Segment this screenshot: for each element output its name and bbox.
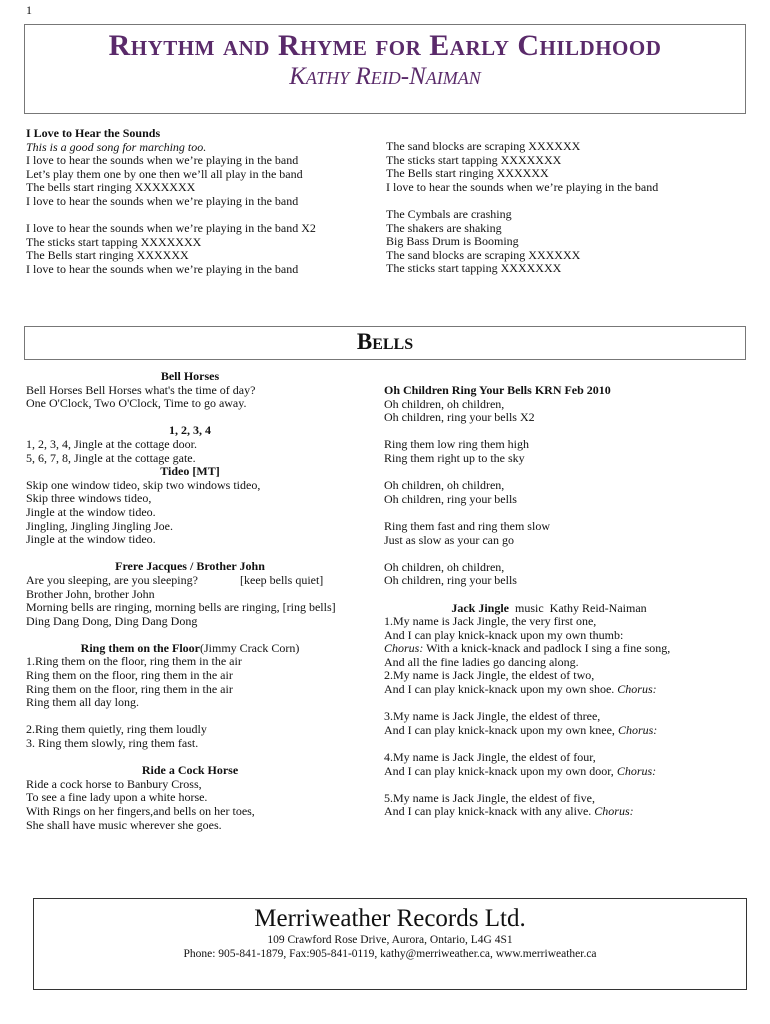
lyric-line: 2.Ring them quietly, ring them loudly [26, 722, 207, 737]
lyric-line [384, 466, 714, 480]
spacer [384, 697, 714, 711]
chorus-label: Chorus: [616, 763, 657, 778]
lyric-line: Jingle at the window tideo. [26, 504, 156, 519]
lyric-line [26, 710, 354, 724]
song1-right-column [386, 140, 658, 276]
title-box [24, 24, 746, 114]
lyric-text: And I can play knick-knack upon my own knee, [384, 722, 618, 737]
lyric-line: Oh children, ring your bells X2 [384, 410, 535, 425]
lyric-line: Morning bells are ringing, morning bells are ringing, [ring bells] [26, 600, 336, 615]
lyric-line: The sand blocks are scraping XXXXXX [386, 247, 581, 262]
lyric-line: Ding Dang Dong, Ding Dang Dong [26, 613, 198, 628]
lyric-line: Ring them all day long. [26, 695, 139, 710]
lyric-line: 2.My name is Jack Jingle, the eldest of two, [384, 668, 595, 683]
lyric-text: And I can play knick-knack upon my own door, [384, 763, 617, 778]
bells-section-header [24, 326, 746, 360]
lyric-line [384, 547, 714, 561]
page-number: 1 [26, 3, 32, 17]
lyric-line: 5.My name is Jack Jingle, the eldest of five, [384, 790, 595, 805]
lyric-line: And all the fine ladies go dancing along. [384, 654, 579, 669]
lyric-line: Ring them fast and ring them slow [384, 518, 550, 533]
lyric-line: I love to hear the sounds when we’re playing in the band [26, 193, 299, 208]
lyric-line [384, 805, 714, 819]
lyric-line: Ride a cock horse to Banbury Cross, [26, 776, 202, 791]
spacer [384, 588, 714, 602]
lyric-line: I love to hear the sounds when we’re playing in the band X2 [26, 221, 316, 236]
lyric-line: I love to hear the sounds when we’re playing in the band [26, 261, 299, 276]
lyric-line: The bells start ringing XXXXXXX [26, 180, 196, 195]
lyric-line [384, 724, 714, 738]
song-credit: music Kathy Reid-Naiman [509, 600, 647, 615]
lyric-line [26, 209, 316, 223]
lyric-line: Skip three windows tideo, [26, 491, 152, 506]
lyric-line: Skip one window tideo, skip two windows tideo, [26, 477, 261, 492]
page-title: Rhythm and Rhyme for Early Childhood [108, 29, 662, 62]
spacer [26, 411, 354, 425]
lyric-line: 1, 2, 3, 4, Jingle at the cottage door. [26, 436, 197, 451]
lyric-line [384, 642, 714, 656]
lyric-line: The Bells start ringing XXXXXX [386, 166, 549, 181]
lyric-line: I love to hear the sounds when we’re playing in the band [386, 179, 659, 194]
lyric-line [26, 574, 354, 588]
lyric-line: 1.My name is Jack Jingle, the very first one, [384, 614, 597, 629]
spacer [26, 751, 354, 765]
chorus-label: Chorus: [384, 641, 424, 656]
lyric-line: Oh children, ring your bells [384, 491, 517, 506]
lyric-line: The sand blocks are scraping XXXXXX [386, 139, 581, 153]
lyric-line: Let’s play them one by one then we’ll all play in the band [26, 166, 303, 181]
lyric-line: Just as slow as your can go [384, 532, 514, 547]
performance-note: [keep bells quiet] [240, 572, 324, 587]
song-title: Oh Children Ring Your Bells KRN Feb 2010 [384, 383, 611, 397]
song-title-main: Jack Jingle [451, 600, 510, 615]
lyric-line: The Bells start ringing XXXXXX [26, 248, 189, 263]
lyric-line [384, 425, 714, 439]
lyric-line: The shakers are shaking [386, 220, 502, 235]
lyric-line: The sticks start tapping XXXXXXX [386, 261, 562, 276]
lyric-line: Ring them on the floor, ring them in the air [26, 668, 233, 683]
lyric-line [384, 506, 714, 520]
lyric-line: Jingle at the window tideo. [26, 532, 156, 547]
company-name: Merriweather Records Ltd. [254, 905, 526, 932]
song-title: Tideo [MT] [160, 464, 220, 479]
lyric-line: I love to hear the sounds when we’re playing in the band [26, 153, 299, 168]
spacer [384, 737, 714, 751]
song-title: Ride a Cock Horse [141, 763, 239, 778]
lyric-line: Ring them right up to the sky [384, 450, 525, 465]
lyric-line: The sticks start tapping XXXXXXX [26, 234, 202, 249]
lyric-line: To see a fine lady upon a white horse. [26, 790, 208, 805]
lyric-line: 5, 6, 7, 8, Jingle at the cottage gate. [26, 450, 196, 465]
author-name: Kathy Reid-Naiman [289, 63, 481, 90]
lyric-line [384, 683, 714, 697]
song-title-tune: (Jimmy Crack Corn) [200, 640, 300, 655]
lyric-line: One O'Clock, Two O'Clock, Time to go away. [26, 396, 247, 411]
lyric-line: 1.Ring them on the floor, ring them in the air [26, 654, 242, 669]
song1-left-column [26, 127, 316, 277]
lyric-text: And I can play knick-knack with any alive. [384, 804, 595, 819]
lyric-line: And I can play knick-knack upon my own thumb: [384, 627, 624, 642]
lyric-text: With a knick-knack and padlock I sing a fine song, [423, 641, 671, 656]
lyric-line: 4.My name is Jack Jingle, the eldest of four, [384, 750, 596, 765]
lyric-text: Are you sleeping, are you sleeping? [26, 572, 198, 587]
lyric-line: Oh children, oh children, [384, 396, 505, 411]
lyric-line: Oh children, ring your bells [384, 573, 517, 588]
spacer [26, 628, 354, 642]
lyric-line: Oh children, oh children, [384, 478, 505, 493]
song-note: This is a good song for marching too. [26, 139, 207, 154]
lyric-line: Brother John, brother John [26, 586, 155, 601]
footer-box [33, 898, 747, 990]
lyric-line: Bell Horses Bell Horses what's the time of day? [26, 382, 256, 397]
lyric-line: 3. Ring them slowly, ring them fast. [26, 736, 199, 751]
lyric-line: 3.My name is Jack Jingle, the eldest of three, [384, 709, 601, 724]
spacer [384, 778, 714, 792]
song-title: Frere Jacques / Brother John [115, 559, 265, 574]
lyric-line: The Cymbals are crashing [386, 206, 512, 221]
bells-right-column [384, 384, 714, 819]
song-title [384, 602, 714, 616]
spacer [26, 547, 354, 561]
song-title-main: Ring them on the Floor [80, 640, 200, 655]
lyric-line: Big Bass Drum is Booming [386, 234, 519, 249]
song-title: 1, 2, 3, 4 [169, 423, 211, 438]
section-title: Bells [356, 329, 414, 354]
company-address: 109 Crawford Rose Drive, Aurora, Ontario, L4G 4S1 [267, 934, 513, 946]
song-title [26, 642, 354, 656]
lyric-text: And I can play knick-knack upon my own shoe. [384, 682, 618, 697]
company-contact: Phone: 905-841-1879, Fax:905-841-0119, kathy@merriweather.ca, www.merriweather.ca [183, 948, 597, 960]
chorus-label: Chorus: [617, 682, 657, 697]
chorus-label: Chorus: [617, 722, 658, 737]
lyric-line: With Rings on her fingers,and bells on her toes, [26, 804, 255, 818]
lyric-line: She shall have music wherever she goes. [26, 817, 222, 832]
lyric-line [386, 194, 658, 208]
song-title: Bell Horses [160, 369, 220, 383]
lyric-line [384, 765, 714, 779]
bells-left-column [26, 370, 354, 832]
chorus-label: Chorus: [594, 804, 634, 819]
lyric-line: Oh children, oh children, [384, 559, 505, 574]
lyric-line: Jingling, Jingling Jingling Joe. [26, 518, 174, 533]
lyric-line: The sticks start tapping XXXXXXX [386, 152, 562, 167]
lyric-line: Ring them on the floor, ring them in the air [26, 681, 233, 696]
song-title: I Love to Hear the Sounds [26, 126, 161, 140]
lyric-line: Ring them low ring them high [384, 437, 529, 452]
